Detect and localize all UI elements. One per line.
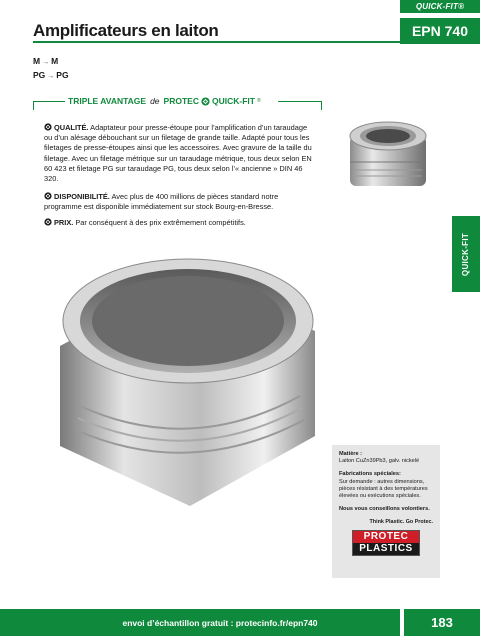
availability-paragraph: DISPONIBILITÉ. Avec plus de 400 millions de pièces standard notre programme est disponible immédiatement sur stock Bourg-en-Bresse. — [44, 192, 279, 212]
banner-rule-left-v — [33, 101, 34, 110]
page-number: 183 — [404, 609, 480, 636]
info-box — [332, 445, 440, 578]
banner-rule-right-v — [321, 101, 322, 110]
footer-sample-link[interactable]: envoi d’échantillon gratuit : protecinfo.fr/epn740 — [0, 609, 400, 636]
banner-rule-right — [278, 101, 322, 102]
material-info: Matière : Laiton CuZn39Pb3, galv. nickelé — [339, 451, 420, 465]
product-photo-small — [336, 114, 440, 202]
product-code: EPN 740 — [400, 18, 480, 44]
advantage-banner: TRIPLE AVANTAGE de PROTEC QUICK-FIT ® — [68, 96, 261, 106]
variant-list — [33, 55, 69, 83]
variant-item: PG → PG — [33, 70, 69, 80]
brand-tab: QUICK-FIT® — [400, 0, 480, 13]
title-rule — [33, 41, 400, 43]
quick-fit-logo-icon — [201, 97, 210, 106]
protec-plastics-logo: PROTEC PLASTICS — [352, 530, 420, 556]
price-paragraph: PRIX. Par conséquent à des prix extrêmement compétitifs. — [44, 218, 312, 228]
bullet-icon — [44, 192, 52, 200]
page-title: Amplificateurs en laiton — [33, 21, 219, 40]
quality-paragraph: QUALITÉ. Adaptateur pour presse-étoupe pour l’amplification d’un taraudage ou d’un alésage débouchant sur un filetage de grande taille. Adapté pour tous les filetages de presse-étoupes ainsi que les accessoires. Avec gravure de la taille du filetage. Avec un filetage métrique sur un taraudage métrique, tous deux selon EN 60 423 et filetage PG sur taraudage PG, tous deux selon l’« ancienne » DIN 46 320. — [44, 123, 312, 184]
side-tab: QUICK-FIT — [452, 216, 480, 292]
special-info: Fabrications spéciales: Sur demande : autres dimensions, pièces résistant à des températures élevées ou exécutions spéciales. — [339, 471, 428, 500]
variant-item: M → M — [33, 56, 59, 66]
advice-text: Nous vous conseillons volontiers. — [339, 506, 430, 513]
bullet-icon — [44, 123, 52, 131]
product-photo-large — [40, 236, 330, 516]
banner-rule-left — [33, 101, 65, 102]
bullet-icon — [44, 218, 52, 226]
slogan: Think Plastic. Go Protec. — [369, 519, 433, 526]
